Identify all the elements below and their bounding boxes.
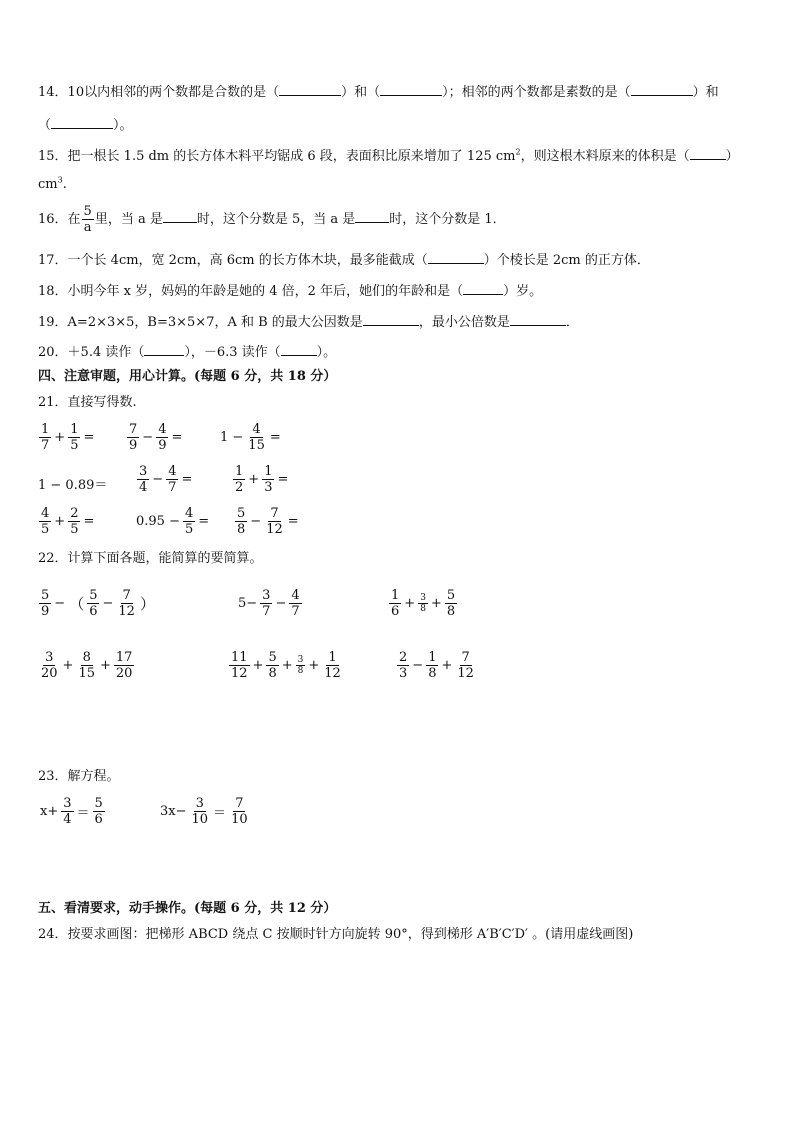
question-23-title: 23．解方程。 bbox=[38, 769, 120, 784]
answer-blank[interactable] bbox=[363, 312, 419, 326]
answer-blank[interactable] bbox=[144, 342, 184, 356]
question-19: 19．A=2×3×5，B=3×5×7，A 和 B 的最大公因数是 ，最小公倍数是 ． bbox=[38, 312, 579, 332]
q22-expression: $\frac{11}{12}$ + $\frac{5}{8}$ + $\frac{3}{8}$ + $\frac{1}{12}$ bbox=[231, 650, 341, 681]
q21-item: $\frac{1}{7}$ + $\frac{1}{5}$ = bbox=[41, 422, 95, 453]
q21-item: 0.95 − $\frac{4}{5}$ = bbox=[136, 506, 210, 537]
answer-blank[interactable] bbox=[355, 209, 389, 223]
question-14-line1: 14．10以内相邻的两个数都是合数的是（ ）和（ ）；相邻的两个数都是素数的是（ ）和 bbox=[38, 82, 719, 102]
section-4-heading: 四、注意审题，用心计算。(每题 6 分，共 18 分） bbox=[38, 369, 337, 384]
question-15-line1: 15．把一根长 1.5 dm 的长方体木料平均锯成 6 段，表面积比原来增加了 125 $cm^2$，则这根木料原来的体积是（ ） bbox=[38, 147, 739, 164]
q22-expression: $\frac{1}{6}$ + $\frac{3}{8}$ + $\frac{5}{8}$ bbox=[391, 588, 456, 619]
answer-blank[interactable] bbox=[279, 82, 341, 96]
q22-expression: $\frac{5}{9}$ − （ $\frac{5}{6}$ − $\frac{7}{12}$ ） bbox=[41, 588, 155, 619]
question-22-title: 22．计算下面各题，能简算的要简算。 bbox=[38, 551, 263, 566]
q21-item: $\frac{4}{5}$ + $\frac{2}{5}$ = bbox=[41, 506, 95, 537]
q22-expression: $\frac{2}{3}$ − $\frac{1}{8}$ + $\frac{7}{12}$ bbox=[399, 650, 474, 681]
q23-equation: 3x− $\frac{3}{10}$ ＝ $\frac{7}{10}$ bbox=[160, 796, 248, 827]
answer-blank[interactable] bbox=[631, 82, 693, 96]
q21-item: $\frac{3}{4}$ − $\frac{4}{7}$ = bbox=[139, 464, 193, 495]
answer-blank[interactable] bbox=[463, 281, 503, 295]
answer-blank[interactable] bbox=[510, 312, 566, 326]
q21-item: 1 − $\frac{4}{15}$ = bbox=[220, 422, 281, 453]
answer-blank[interactable] bbox=[428, 250, 484, 264]
fraction: $\frac{5}{a}$ bbox=[83, 204, 92, 235]
q23-equation: x+ $\frac{3}{4}$ ＝ $\frac{5}{6}$ bbox=[40, 796, 103, 827]
question-14-line2: （ ）。 bbox=[38, 115, 133, 135]
answer-blank[interactable] bbox=[690, 146, 726, 160]
question-21-title: 21．直接写得数. bbox=[38, 395, 137, 410]
question-16: 16．在 $\frac{5}{a}$ 里，当 a 是 时，这个分数是 5，当 a 是 时，这个分数是 1． bbox=[38, 204, 506, 235]
answer-blank[interactable] bbox=[163, 209, 197, 223]
answer-blank[interactable] bbox=[281, 342, 317, 356]
question-15-line2: $cm^3$. bbox=[38, 175, 67, 192]
question-18: 18．小明今年 x 岁，妈妈的年龄是她的 4 倍，2 年后，她们的年龄和是（ ）岁。 bbox=[38, 281, 542, 301]
answer-blank[interactable] bbox=[51, 115, 113, 129]
q21-item: $\frac{7}{9}$ − $\frac{4}{9}$ = bbox=[129, 422, 183, 453]
question-17: 17．一个长 4cm，宽 2cm，高 6cm 的长方体木块，最多能截成（ ）个棱长是 2cm 的正方体． bbox=[38, 250, 650, 270]
q21-item: $\frac{1}{2}$ + $\frac{1}{3}$ = bbox=[235, 464, 289, 495]
answer-blank[interactable] bbox=[380, 82, 442, 96]
q21-item: 1 − 0.89＝ bbox=[38, 478, 108, 493]
question-20: 20．＋5.4 读作（ ），－6.3 读作（ ）。 bbox=[38, 342, 336, 362]
q22-expression: 5− $\frac{3}{7}$ − $\frac{4}{7}$ bbox=[238, 588, 300, 619]
section-5-heading: 五、看清要求，动手操作。(每题 6 分，共 12 分） bbox=[38, 901, 337, 916]
question-24: 24．按要求画图：把梯形 ABCD 绕点 C 按顺时针方向旋转 90°，得到梯形 A′B′C′D′ 。(请用虚线画图) bbox=[38, 927, 634, 942]
q22-expression: $\frac{3}{20}$ + $\frac{8}{15}$ + $\frac{17}{20}$ bbox=[41, 650, 133, 681]
q21-item: $\frac{5}{8}$ − $\frac{7}{12}$ = bbox=[237, 506, 299, 537]
